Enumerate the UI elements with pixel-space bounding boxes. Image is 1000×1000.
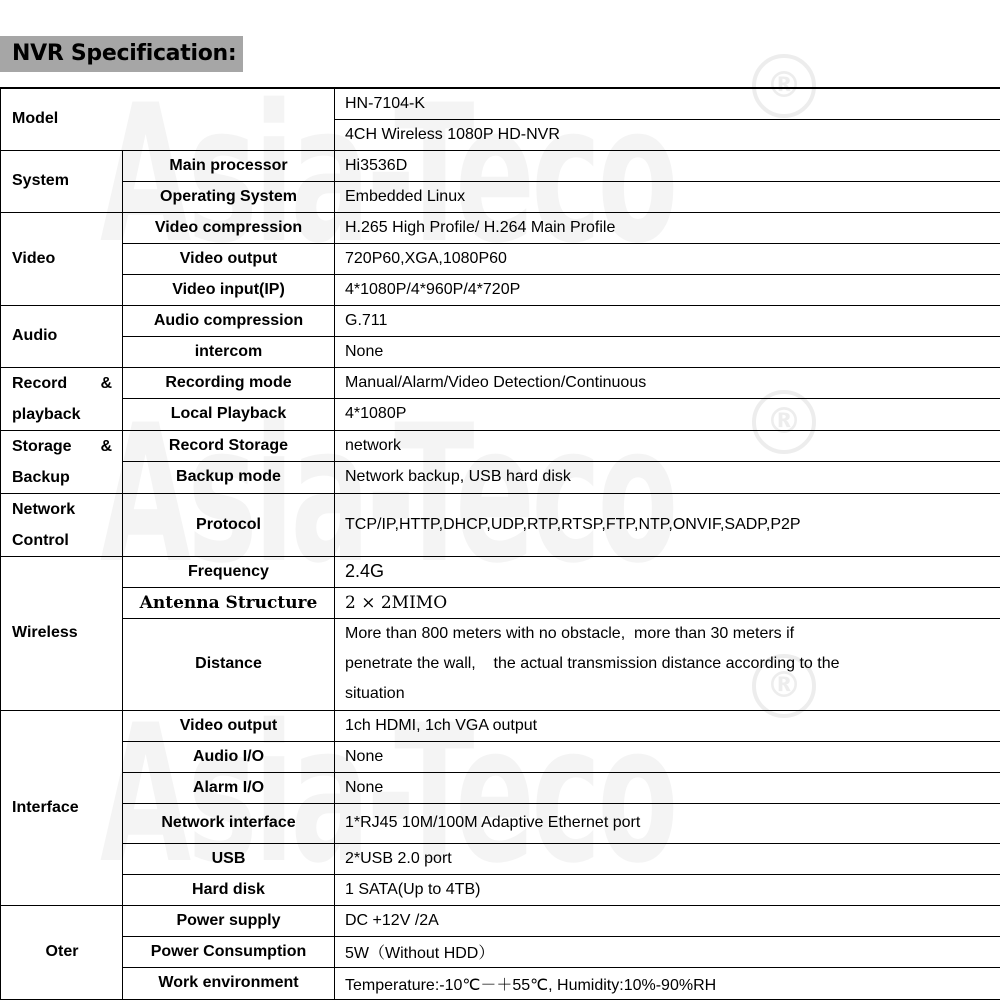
distance-line: situation	[345, 685, 405, 702]
category-video: Video	[1, 212, 123, 305]
registered-mark-icon: ®	[752, 390, 816, 454]
spec-value: 4*1080P/4*960P/4*720P	[335, 274, 1000, 305]
spec-value	[335, 618, 1000, 710]
spec-value: 5W（Without HDD）	[335, 936, 1000, 967]
spec-name: USB	[123, 843, 335, 874]
table-row	[1, 803, 1000, 843]
table-row	[1, 936, 1000, 967]
spec-value: 720P60,XGA,1080P60	[335, 243, 1000, 274]
model-number-value: HN-7104-K	[335, 88, 1000, 119]
spec-name: intercom	[123, 336, 335, 367]
table-row	[1, 772, 1000, 803]
table-row	[1, 336, 1000, 367]
category-audio: Audio	[1, 305, 123, 367]
category-model: Model	[1, 88, 335, 150]
spec-name: Audio compression	[123, 305, 335, 336]
category-storage-backup	[1, 430, 123, 493]
spec-name: Alarm I/O	[123, 772, 335, 803]
spec-value: 2.4G	[335, 556, 1000, 587]
table-row	[1, 587, 1000, 618]
table-row	[1, 843, 1000, 874]
spec-name: Video output	[123, 710, 335, 741]
table-row	[1, 493, 1000, 556]
spec-name: Main processor	[123, 150, 335, 181]
spec-value: TCP/IP,HTTP,DHCP,UDP,RTP,RTSP,FTP,NTP,ONVIF,SADP,P2P	[335, 493, 1000, 556]
category-wireless: Wireless	[1, 556, 123, 710]
category-network-control	[1, 493, 123, 556]
spec-value: 1 SATA(Up to 4TB)	[335, 874, 1000, 905]
registered-mark-icon: ®	[752, 54, 816, 118]
category-label: Network	[12, 500, 76, 518]
spec-value: 1ch HDMI, 1ch VGA output	[335, 710, 1000, 741]
spec-name: Frequency	[123, 556, 335, 587]
table-row	[1, 367, 1000, 399]
table-row	[1, 150, 1000, 181]
table-row	[1, 243, 1000, 274]
page-title: NVR Specification:	[0, 36, 243, 72]
spec-name: Audio I/O	[123, 741, 335, 772]
spec-table	[0, 87, 1000, 1000]
category-label: &	[100, 374, 112, 392]
category-other: Oter	[1, 905, 123, 999]
table-row	[1, 305, 1000, 336]
spec-value: Embedded Linux	[335, 181, 1000, 212]
spec-name: Power Consumption	[123, 936, 335, 967]
spec-value: 2 × 2MIMO	[335, 587, 1000, 618]
spec-name: Antenna Structure	[123, 587, 335, 618]
table-row	[1, 399, 1000, 431]
spec-name: Recording mode	[123, 367, 335, 399]
spec-value: None	[335, 336, 1000, 367]
spec-name: Power supply	[123, 905, 335, 936]
spec-name: Operating System	[123, 181, 335, 212]
category-label: &	[100, 437, 112, 455]
spec-name: Protocol	[123, 493, 335, 556]
table-row	[1, 88, 1000, 119]
spec-name: Video input(IP)	[123, 274, 335, 305]
spec-value: Hi3536D	[335, 150, 1000, 181]
model-description-value: 4CH Wireless 1080P HD-NVR	[335, 119, 1000, 150]
table-row	[1, 181, 1000, 212]
table-row	[1, 430, 1000, 462]
spec-name: Record Storage	[123, 430, 335, 462]
spec-name: Local Playback	[123, 399, 335, 431]
spec-name: Video compression	[123, 212, 335, 243]
spec-value: network	[335, 430, 1000, 462]
spec-value: Manual/Alarm/Video Detection/Continuous	[335, 367, 1000, 399]
category-label: Control	[12, 531, 69, 549]
spec-name: Video output	[123, 243, 335, 274]
table-row	[1, 618, 1000, 710]
category-label: Storage	[12, 437, 72, 455]
category-label: playback	[12, 405, 81, 423]
category-record-playback	[1, 367, 123, 430]
spec-value: G.711	[335, 305, 1000, 336]
spec-name: Backup mode	[123, 462, 335, 494]
spec-value: Temperature:-10℃－＋55℃, Humidity:10%-90%RH	[335, 967, 1000, 999]
table-row	[1, 967, 1000, 999]
spec-value: 2*USB 2.0 port	[335, 843, 1000, 874]
category-label: Record	[12, 374, 68, 392]
spec-value: None	[335, 772, 1000, 803]
spec-value: DC +12V /2A	[335, 905, 1000, 936]
spec-value: Network backup, USB hard disk	[335, 462, 1000, 494]
table-row	[1, 212, 1000, 243]
distance-line: More than 800 meters with no obstacle, more than 30 meters if	[345, 625, 795, 642]
distance-line: penetrate the wall, the actual transmission distance according to the	[345, 655, 840, 672]
spec-name: Network interface	[123, 803, 335, 843]
category-label: Backup	[12, 468, 70, 486]
table-row	[1, 741, 1000, 772]
spec-value: H.265 High Profile/ H.264 Main Profile	[335, 212, 1000, 243]
spec-name: Hard disk	[123, 874, 335, 905]
spec-value: 1*RJ45 10M/100M Adaptive Ethernet port	[335, 803, 1000, 843]
table-row	[1, 874, 1000, 905]
spec-value: 4*1080P	[335, 399, 1000, 431]
table-row	[1, 710, 1000, 741]
table-row	[1, 274, 1000, 305]
table-row	[1, 905, 1000, 936]
table-row	[1, 462, 1000, 494]
registered-mark-icon: ®	[752, 654, 816, 718]
category-interface: Interface	[1, 710, 123, 905]
spec-name: Distance	[123, 618, 335, 710]
table-row	[1, 556, 1000, 587]
category-system: System	[1, 150, 123, 212]
spec-value: None	[335, 741, 1000, 772]
spec-name: Work environment	[123, 967, 335, 999]
